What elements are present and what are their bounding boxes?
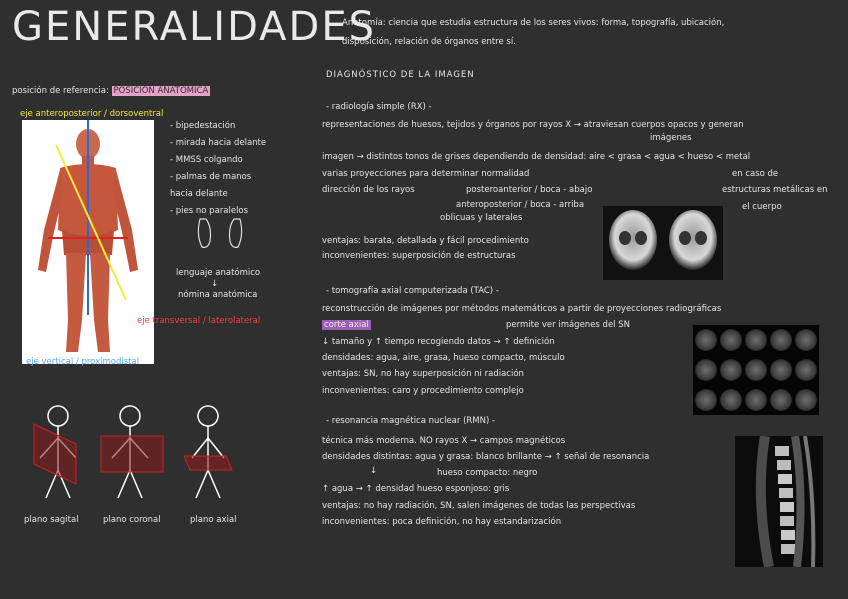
ct-slice	[770, 359, 792, 381]
feature-item: - mirada hacia delante	[170, 138, 267, 148]
anatomy-figure	[22, 120, 154, 364]
planes-illustration	[18, 400, 258, 505]
lenguaje-arrow: ↓	[211, 279, 219, 289]
plano-coronal-label: plano coronal	[103, 515, 161, 525]
rm-line3-arrow: ↓	[370, 466, 378, 476]
muscle-body-illustration	[22, 120, 154, 364]
posicion-label	[12, 86, 210, 97]
ct-slice	[695, 329, 717, 351]
ct-slice	[720, 389, 742, 411]
ct-slice	[795, 389, 817, 411]
anatomia-line1: Anatomía: ciencia que estudia estructura de los seres vivos: forma, topografía, ubicación,	[342, 18, 725, 28]
nomina-anatomica: nómina anatómica	[178, 290, 258, 300]
xray-skull-image	[603, 206, 723, 280]
ct-slice	[745, 359, 767, 381]
rx-line4a: posteroanterior / boca - abajo	[466, 185, 593, 195]
tac-corte-axial	[322, 320, 371, 331]
ct-slice	[795, 329, 817, 351]
feature-item: - MMSS colgando	[170, 155, 243, 165]
rm-line4: ↑ agua → ↑ densidad hueso esponjoso: gris	[322, 484, 510, 494]
ct-scan-grid-image	[693, 325, 819, 415]
feature-item: - palmas de manos	[170, 172, 252, 182]
tac-line4: densidades: agua, aire, grasa, hueso compacto, músculo	[322, 353, 565, 363]
plano-coronal-figure	[101, 406, 163, 498]
xray-skulls-illustration	[603, 206, 723, 280]
posicion-anatomica-highlight: POSICIÓN ANATÓMICA	[113, 86, 209, 96]
anatomia-line2: disposición, relación de órganos entre sí.	[342, 37, 516, 47]
ct-slice	[695, 359, 717, 381]
rx-ventajas: ventajas: barata, detallada y fácil procedimiento	[322, 236, 529, 246]
tac-line1: reconstrucción de imágenes por métodos matemáticos a partir de proyecciones radiográficas	[322, 304, 722, 314]
rm-line3: hueso compacto: negro	[437, 468, 538, 478]
rm-line2: densidades distintas: agua y grasa: blanco brillante → ↑ señal de resonancia	[322, 452, 650, 462]
rx-title: - radiología simple (RX) -	[326, 102, 432, 112]
rx-line3: varias proyecciones para determinar normalidad	[322, 169, 530, 179]
rx-line3b: en caso de	[732, 169, 779, 179]
tac-line2: permite ver imágenes del SN	[506, 320, 630, 330]
rm-line1: técnica más moderna. NO rayos X → campos magnéticos	[322, 436, 566, 446]
feature-item: hacia delante	[170, 189, 228, 199]
ct-slice	[795, 359, 817, 381]
rx-line2: imagen → distintos tonos de grises dependiendo de densidad: aire < grasa < agua < hueso < metal	[322, 152, 751, 162]
feature-item: - bipedestación	[170, 121, 236, 131]
eje-anteroposterior: eje anteroposterior / dorsoventral	[20, 109, 164, 119]
ct-slice	[745, 329, 767, 351]
rx-line4b: estructuras metálicas en	[722, 185, 828, 195]
rx-inconvenientes: inconvenientes: superposición de estructuras	[322, 251, 516, 261]
ct-slice	[695, 389, 717, 411]
rm-line6: inconvenientes: poca definición, no hay estandarización	[322, 517, 562, 527]
ct-slice	[770, 329, 792, 351]
rx-line5b: el cuerpo	[742, 202, 782, 212]
rx-line1b: imágenes	[650, 133, 692, 143]
rm-title: - resonancia magnética nuclear (RMN) -	[326, 416, 496, 426]
plano-axial-label: plano axial	[190, 515, 237, 525]
page-title: GENERALIDADES	[12, 4, 377, 50]
plano-sagital-label: plano sagital	[24, 515, 79, 525]
tac-title: - tomografía axial computerizada (TAC) -	[326, 286, 499, 296]
rx-line5: anteroposterior / boca - arriba	[456, 200, 585, 210]
eje-vertical: eje vertical / proximodistal	[26, 357, 140, 367]
tac-line6: inconvenientes: caro y procedimiento complejo	[322, 386, 524, 396]
posicion-text: posición de referencia:	[12, 86, 109, 96]
diagnostico-heading: DIAGNÓSTICO DE LA IMAGEN	[326, 70, 475, 80]
ct-slice	[720, 359, 742, 381]
rx-line4: dirección de los rayos	[322, 185, 415, 195]
ct-slice	[720, 329, 742, 351]
plano-axial-figure	[184, 406, 232, 498]
tac-line5: ventajas: SN, no hay superposición ni radiación	[322, 369, 524, 379]
mri-spine-illustration	[735, 436, 823, 567]
feet-icon	[194, 215, 246, 251]
eje-transversal: eje transversal / laterolateral	[137, 316, 261, 326]
rx-line1: representaciones de huesos, tejidos y órganos por rayos X → atraviesan cuerpos opacos y generan	[322, 120, 744, 130]
lenguaje-anatomico: lenguaje anatómico	[176, 268, 261, 278]
tac-line3: ↓ tamaño y ↑ tiempo recogiendo datos → ↑ definición	[322, 337, 555, 347]
mri-spine-image	[735, 436, 823, 567]
features-list	[170, 118, 266, 220]
corte-axial-highlight: corte axial	[324, 320, 369, 330]
rm-line5: ventajas: no hay radiación, SN, salen imágenes de todas las perspectivas	[322, 501, 636, 511]
feature-item: - pies no paralelos	[170, 206, 249, 216]
plano-sagital-figure	[34, 406, 76, 498]
rx-line6: oblicuas y laterales	[440, 213, 523, 223]
ct-slice	[745, 389, 767, 411]
ct-slice	[770, 389, 792, 411]
